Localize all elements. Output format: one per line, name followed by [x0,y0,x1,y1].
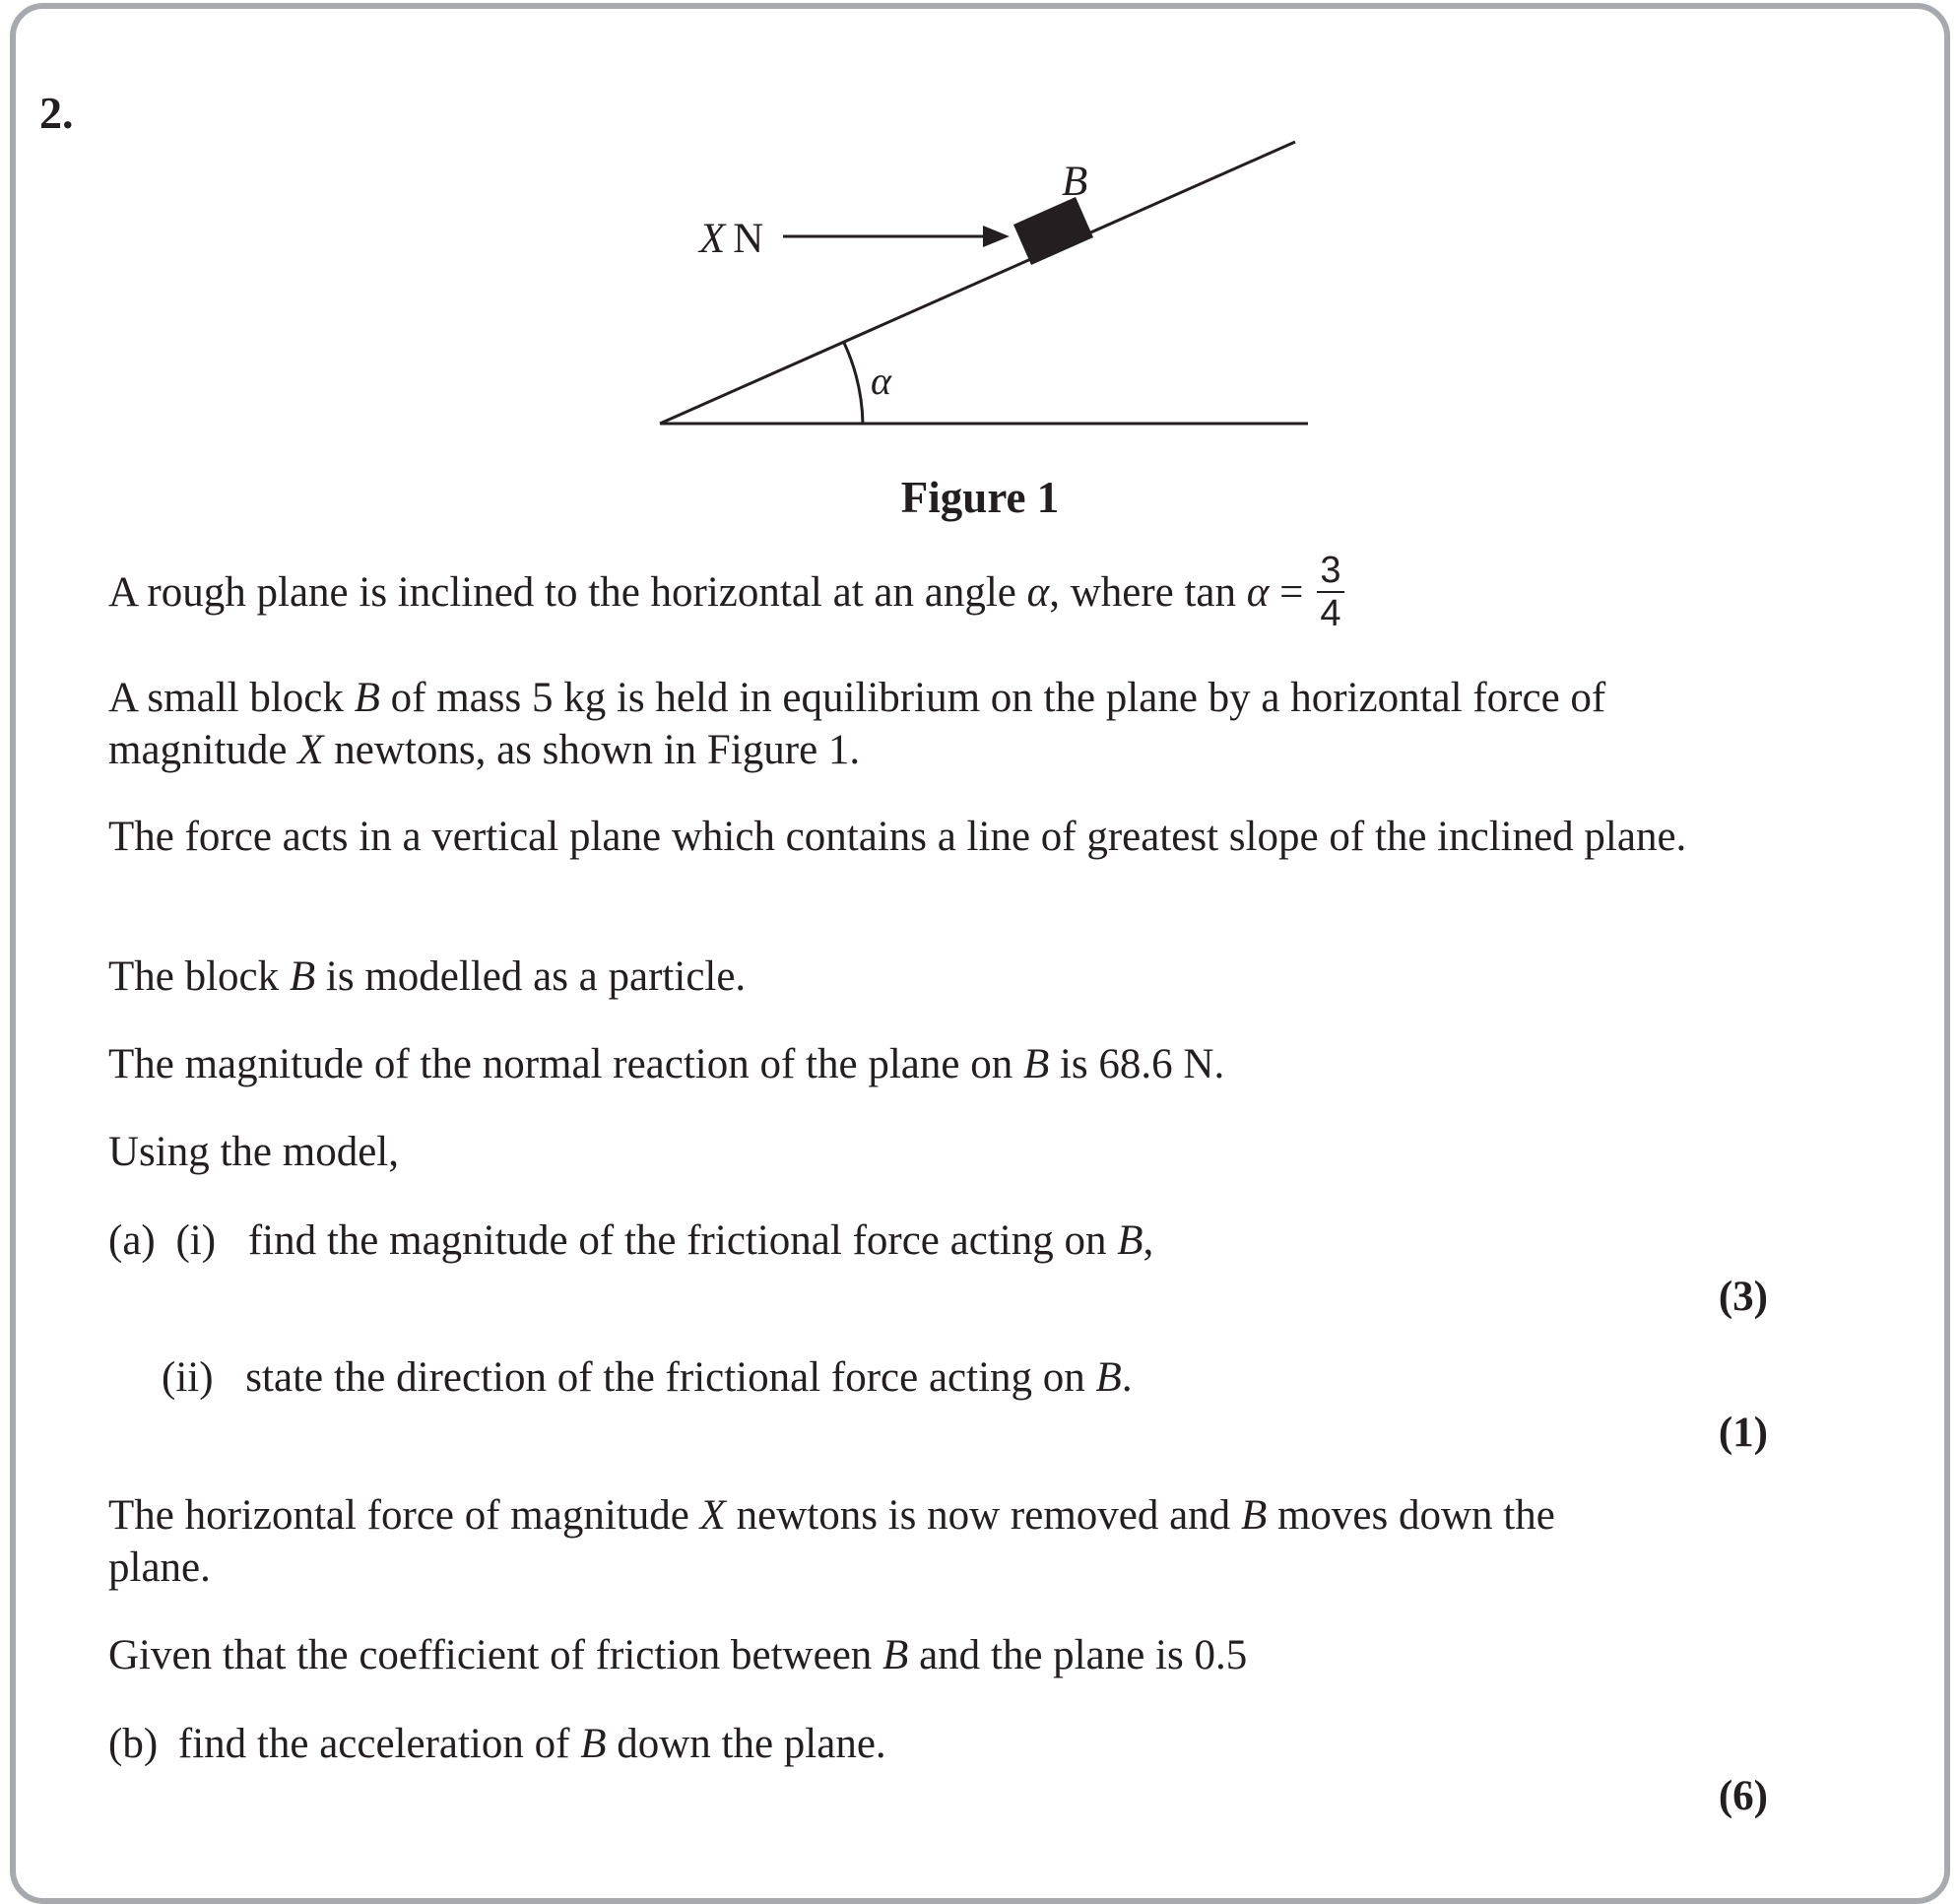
angle-label: α [871,359,891,403]
symbol-b: B [354,675,380,721]
part-b [108,1718,1743,1770]
part-b-label: (b) [108,1721,159,1767]
symbol-b: B [1022,1041,1050,1087]
paragraph-using-model: Using the model, [108,1129,399,1175]
equals-sign: = [1269,568,1304,616]
text-span: , where tan [1049,568,1237,616]
paragraph-angle [108,550,1743,638]
part-a-ii-label: (ii) [162,1354,214,1401]
text-span: The magnitude of the normal reaction of the plane on [108,1041,1023,1087]
text-span: The horizontal force of magnitude [108,1492,700,1539]
part-a-i-label: (i) [175,1217,217,1264]
symbol-b: B [1095,1354,1122,1401]
force-label: X N [699,216,764,262]
inclined-plane-figure [0,0,1960,552]
force-arrow-head [983,226,1010,247]
text-span: and the plane is 0.5 [908,1632,1248,1678]
text-span: Given that the coefficient of friction between [108,1632,883,1678]
paragraph-force-removed [108,1489,1645,1594]
symbol-b: B [289,953,316,1000]
text-span: A rough plane is inclined to the horizontal at an angle [108,568,1027,616]
paragraph-particle-model [108,951,1743,1003]
block-label: B [1062,159,1088,205]
figure-caption: Figure 1 [900,473,1060,522]
part-a-label: (a) [108,1217,156,1264]
fraction-denominator: 4 [1320,593,1341,634]
marks-a-ii: (1) [1718,1410,1768,1456]
text-span: . [1121,1354,1133,1401]
fraction-three-quarters [1317,550,1343,634]
paragraph-normal-reaction [108,1038,1743,1090]
text-span: is modelled as a particle. [315,953,747,1000]
symbol-x: X [699,1492,726,1539]
text-span: is 68.6 N. [1049,1041,1225,1087]
text-span: newtons, as shown in Figure 1. [323,727,861,773]
paragraph-coefficient [108,1629,1743,1681]
alpha-symbol: α [1026,568,1050,616]
paragraph-force-plane: The force acts in a vertical plane which contains a line of greatest slope of the inclined plane. [108,814,1687,860]
text-span: find the magnitude of the frictional force acting on [247,1217,1118,1264]
text-span: of mass 5 kg is held in equilibrium on the plane by a horizontal force of magnitude [108,675,1606,773]
text-span: moves down the plane. [108,1492,1555,1591]
block-b [1013,197,1093,265]
inclined-plane-line [660,142,1295,424]
symbol-b: B [882,1632,909,1678]
text-span: , [1143,1217,1154,1264]
text-span: state the direction of the frictional force acting on [245,1354,1096,1401]
part-a-i-text [248,1217,1153,1264]
part-a-ii-text [245,1354,1132,1401]
part-a-i [108,1215,1743,1267]
text-span: The block [108,953,290,1000]
text-span: newtons is now removed and [725,1492,1241,1539]
fraction-numerator: 3 [1317,550,1343,593]
part-a-ii [108,1351,1743,1404]
symbol-b: B [1117,1217,1143,1264]
text-span: down the plane. [606,1721,886,1767]
symbol-b: B [1240,1492,1268,1539]
part-b-text [178,1721,886,1767]
paragraph-block-equilibrium [108,672,1743,776]
symbol-b: B [580,1721,607,1767]
text-span: find the acceleration of [177,1721,581,1767]
marks-b: (6) [1718,1773,1768,1819]
question-number: 2. [39,88,74,138]
marks-a-i: (3) [1718,1274,1768,1320]
angle-arc [844,343,863,424]
text-span: A small block [108,675,355,721]
alpha-symbol: α [1246,568,1270,616]
symbol-x: X [297,727,324,773]
